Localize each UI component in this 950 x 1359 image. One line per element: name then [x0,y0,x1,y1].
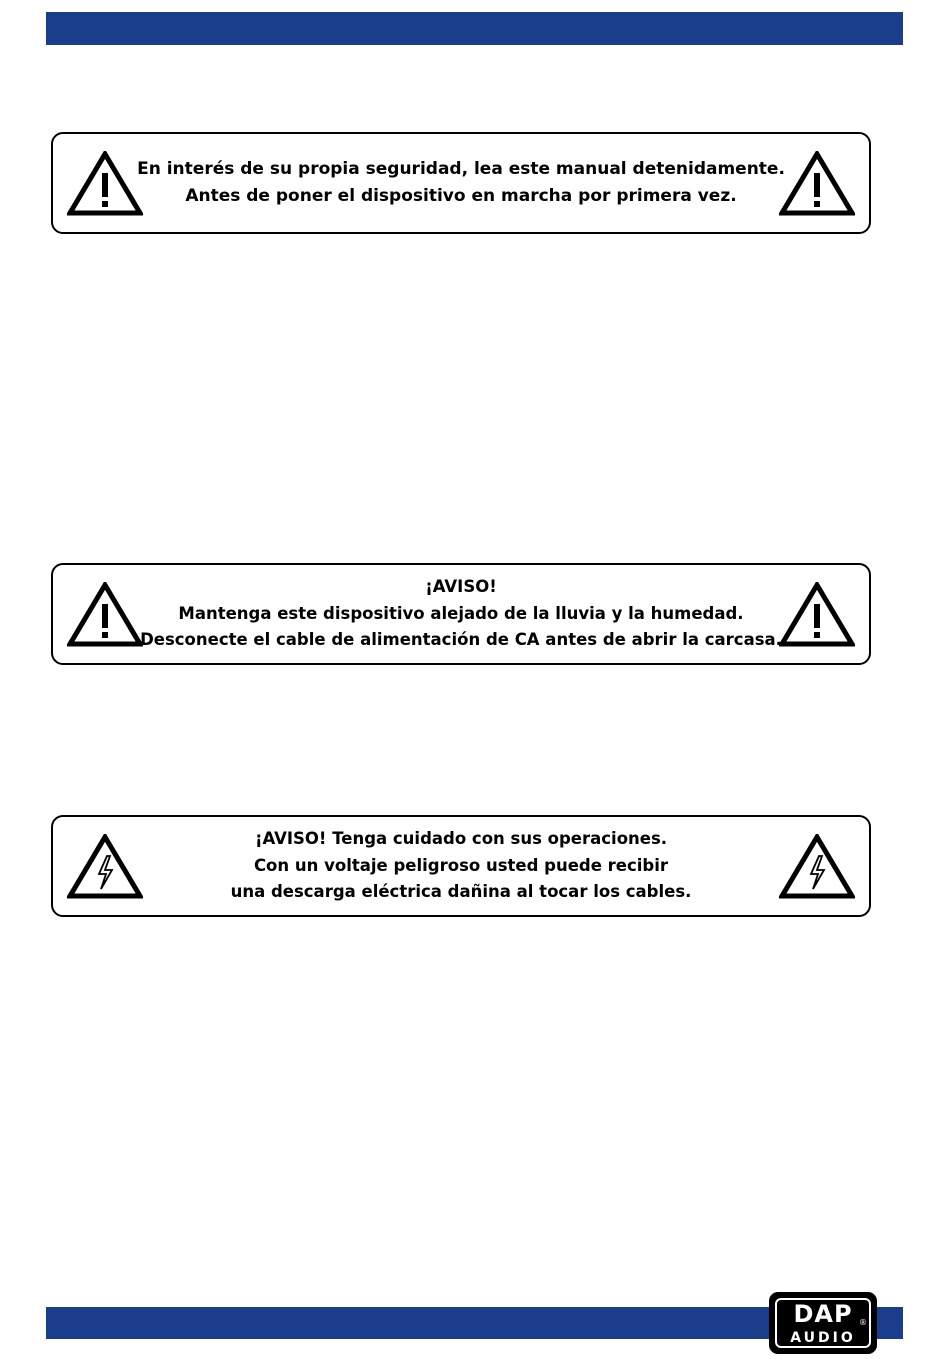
warning-title: ¡AVISO! Tenga cuidado con sus operaciones. [254,829,668,849]
warning-title: ¡AVISO! [425,577,497,597]
warning-line: Mantenga este dispositivo alejado de la lluvia y la humedad. [178,603,744,623]
voltage-warning-text [143,817,779,915]
moisture-warning-box [51,563,871,665]
warning-line: una descarga eléctrica dañina al tocar los cables. [230,882,692,902]
exclamation-triangle-icon [67,151,143,217]
logo-brand-text: DAP [793,1300,853,1328]
exclamation-triangle-icon [779,582,855,648]
dap-audio-logo [769,1292,877,1354]
exclamation-triangle-icon [67,582,143,648]
warning-line: Con un voltaje peligroso usted puede recibir [253,855,669,875]
logo-frame [775,1298,871,1348]
safety-notice-box [51,132,871,234]
voltage-warning-box [51,815,871,917]
logo-registered-mark: ® [859,1318,867,1327]
moisture-warning-text [140,565,782,663]
logo-sub-text: AUDIO [790,1330,856,1346]
high-voltage-icon [779,834,855,900]
high-voltage-icon [67,834,143,900]
warning-line: Desconecte el cable de alimentación de CA antes de abrir la carcasa. [140,630,782,650]
safety-notice-text [137,134,785,232]
notice-line: En interés de su propia seguridad, lea este manual detenidamente. [137,158,785,179]
notice-line: Antes de poner el dispositivo en marcha por primera vez. [185,186,737,206]
exclamation-triangle-icon [779,151,855,217]
header-bar [46,12,903,45]
